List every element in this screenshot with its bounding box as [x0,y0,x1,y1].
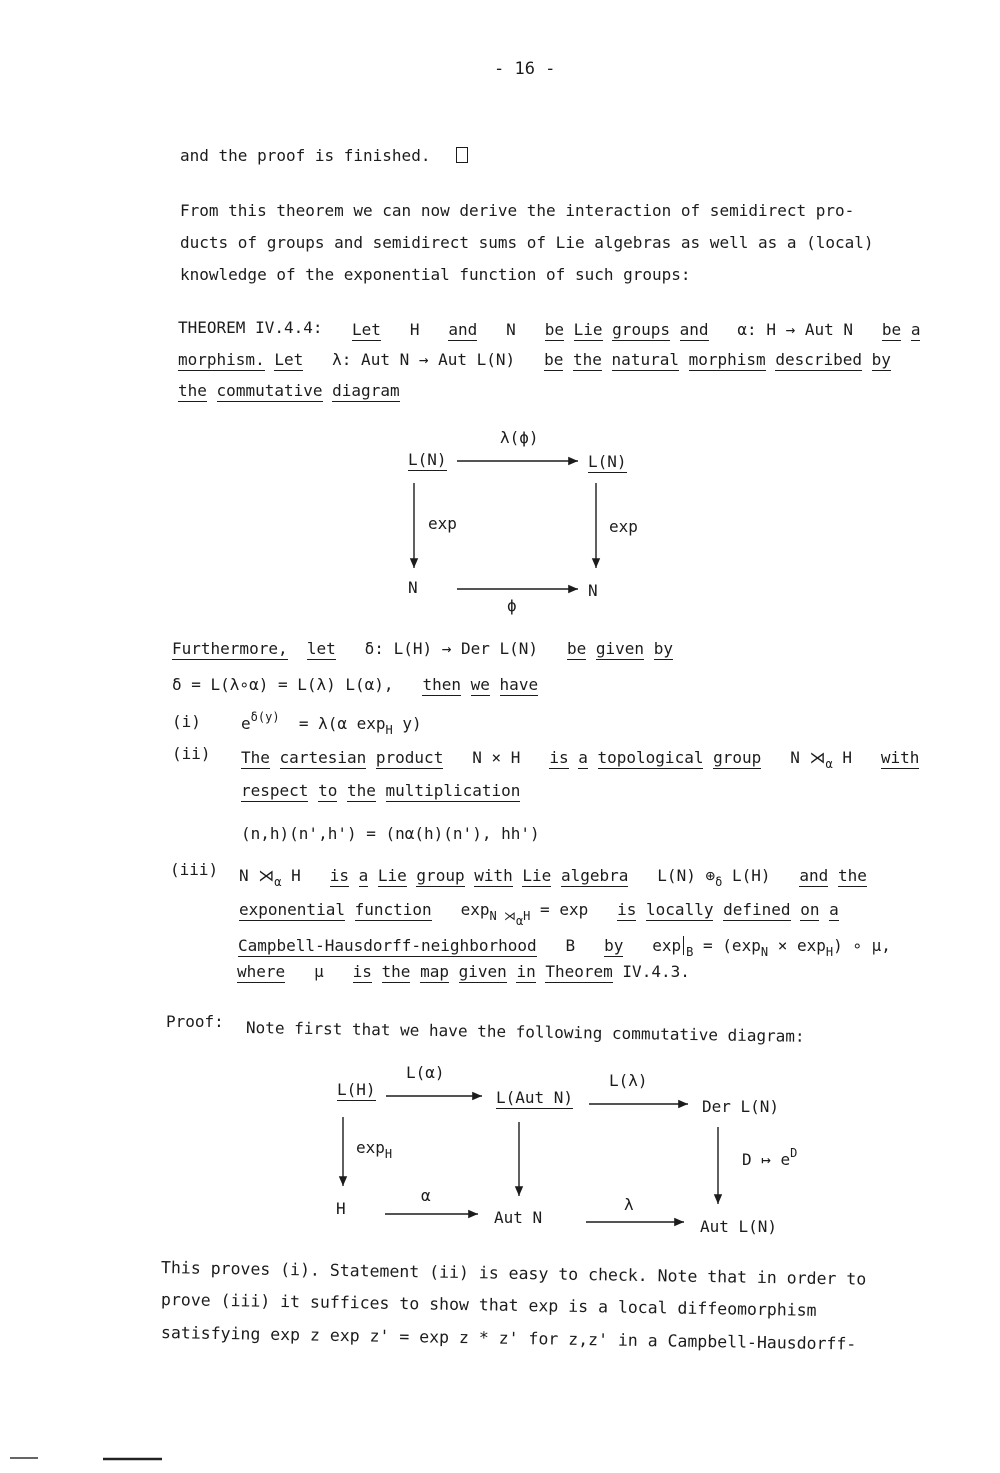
node-L-N: L(N) [408,450,447,469]
d1-bottom-label: ϕ [507,596,517,615]
subscript: δ [715,875,723,889]
word: we [470,675,490,694]
math: μ [314,962,324,981]
word: where [237,962,286,981]
d2-label-alpha: α [421,1186,431,1205]
math: N × H [472,748,521,767]
word: on [800,900,820,919]
word: cartesian [279,748,367,767]
math: ) ∘ μ, [833,936,891,955]
math: y) [402,714,422,733]
d2-node-Aut-L-N: Aut L(N) [700,1217,778,1236]
node-L-N: L(N) [588,452,627,471]
word: by [871,350,891,369]
math: exp [460,900,490,919]
subscript: N ⋊ [489,909,516,923]
word: is [549,748,569,767]
item-ii-label: (ii) [172,744,211,763]
math: H [291,866,301,885]
theorem-label: THEOREM IV.4.4: [178,318,323,337]
intro-para-line-3: knowledge of the exponential function of such groups: [180,265,691,284]
math: N ⋊ [239,866,275,885]
word: H [409,320,420,339]
word: topological [597,748,704,767]
word: is [352,962,372,981]
word: let [306,639,336,658]
d2-label-L-lambda: L(λ) [609,1071,648,1090]
d2-node-Der-L-N: Der L(N) [702,1097,780,1116]
closing-line-2: prove (iii) it suffices to show that exp is a local diffeomorphism [160,1290,817,1320]
word: Campbell-Hausdorff-neighborhood [238,936,537,955]
word: Lie [522,866,552,885]
word: and [679,320,709,339]
subscript: H [825,945,834,959]
subscript: N [760,945,769,959]
word: given [458,962,507,981]
superscript: δ(y) [250,710,280,724]
word: with [880,748,920,767]
subscript: B [686,945,694,959]
word: and [799,866,829,885]
word: morphism. [178,350,265,369]
word: The [241,748,270,767]
word: a [358,866,369,885]
word: and [448,320,478,339]
intro-text: and the proof is finished. [180,146,431,165]
d2-label-L-alpha: L(α) [406,1063,445,1082]
subscript: α [515,914,524,928]
math: δ = L(λ∘α) = L(λ) L(α), [172,675,394,694]
word: Theorem [545,962,613,981]
closing-line-3: satisfying exp z exp z' = exp z * z' for z,z' in a Campbell-Hausdorff- [160,1323,857,1354]
page-number: - 16 - [494,59,556,79]
word: locally [646,900,714,919]
word: be [544,350,564,369]
word: to [318,781,338,800]
math: = (exp [703,936,761,955]
word: by [653,639,673,658]
superscript: D [790,1146,798,1160]
d2-node-H: H [336,1199,346,1218]
word: a [910,320,921,339]
math: × exp [777,936,826,955]
word: Furthermore, [172,639,288,658]
math: D ↦ e [742,1150,791,1169]
intro-para-line-2: ducts of groups and semidirect sums of Lie algebras as well as a (local) [180,233,874,252]
word: Lie [377,866,407,885]
math: α: H → Aut N [737,320,854,339]
word: have [499,675,539,694]
math: exp [356,1138,385,1157]
word: a [829,900,839,919]
d1-right-label: exp [609,517,638,536]
word: in [516,962,536,981]
word: be [566,639,587,658]
word: product [375,748,444,767]
d2-node-Aut-N: Aut N [494,1208,543,1227]
word: be [544,320,564,339]
item-ii-formula: (n,h)(n',h') = (nα(h)(n'), hh') [241,824,540,843]
word: diagram [332,381,400,400]
word: map [420,962,449,981]
word: multiplication [385,781,521,800]
word: groups [612,320,670,339]
math: N ⋊ [790,748,826,767]
word: IV.4.3. [622,962,690,981]
math: exp [652,936,682,955]
word: given [595,639,645,658]
word: morphism [688,350,766,369]
word: Let [352,320,381,339]
d1-bottom-left: N [408,578,418,597]
word: the [837,866,867,885]
d1-left-label: exp [428,514,457,533]
word: Lie [573,320,603,339]
word: the [381,962,411,981]
word: natural [611,350,679,369]
subscript: α [274,875,282,889]
d1-top-label: λ(ϕ) [500,428,539,447]
word: group [713,748,762,767]
word: is [329,866,349,885]
word: the [178,381,207,400]
node: L(Aut N) [496,1088,574,1107]
word: then [422,675,461,694]
word: the [573,350,602,369]
word: defined [723,900,791,919]
word: function [354,900,432,919]
proof-label: Proof: [166,1012,224,1031]
word: commutative [216,381,323,400]
word: a [578,748,588,767]
math: δ: L(H) → Der L(N) [364,639,539,658]
word: is [617,900,637,919]
math: B [565,936,576,955]
d2-label-lambda: λ [624,1195,634,1214]
word: by [604,936,624,955]
word: respect [241,781,309,800]
word: algebra [560,866,629,885]
word: N [506,320,516,339]
math: = λ(α exp [298,714,386,733]
math: λ: Aut N → Aut L(N) [332,350,516,369]
math: L(N) ⊕ [657,866,716,885]
word: exponential [239,900,345,919]
intro-para-line-1: From this theorem we can now derive the interaction of semidirect pro- [180,201,855,220]
math: L(H) [731,866,771,885]
subscript: α [825,757,833,771]
subscript: H [385,723,393,737]
node: L(H) [337,1080,376,1099]
subscript: H [523,909,531,923]
word: with [474,866,513,885]
word: be [881,320,902,339]
d1-bottom-right: N [588,581,598,600]
proof-text: Note first that we have the following commutative diagram: [245,1018,805,1046]
word: described [775,350,863,369]
word: Let [274,350,304,369]
word: the [346,781,376,800]
word: group [416,866,465,885]
math: H [842,748,852,767]
item-i-label: (i) [172,712,201,731]
math: e [241,714,251,733]
item-iii-label: (iii) [170,860,219,879]
closing-line-1: This proves (i). Statement (ii) is easy to check. Note that in order to [160,1258,867,1289]
subscript: H [384,1147,393,1161]
math: = exp [540,900,589,919]
